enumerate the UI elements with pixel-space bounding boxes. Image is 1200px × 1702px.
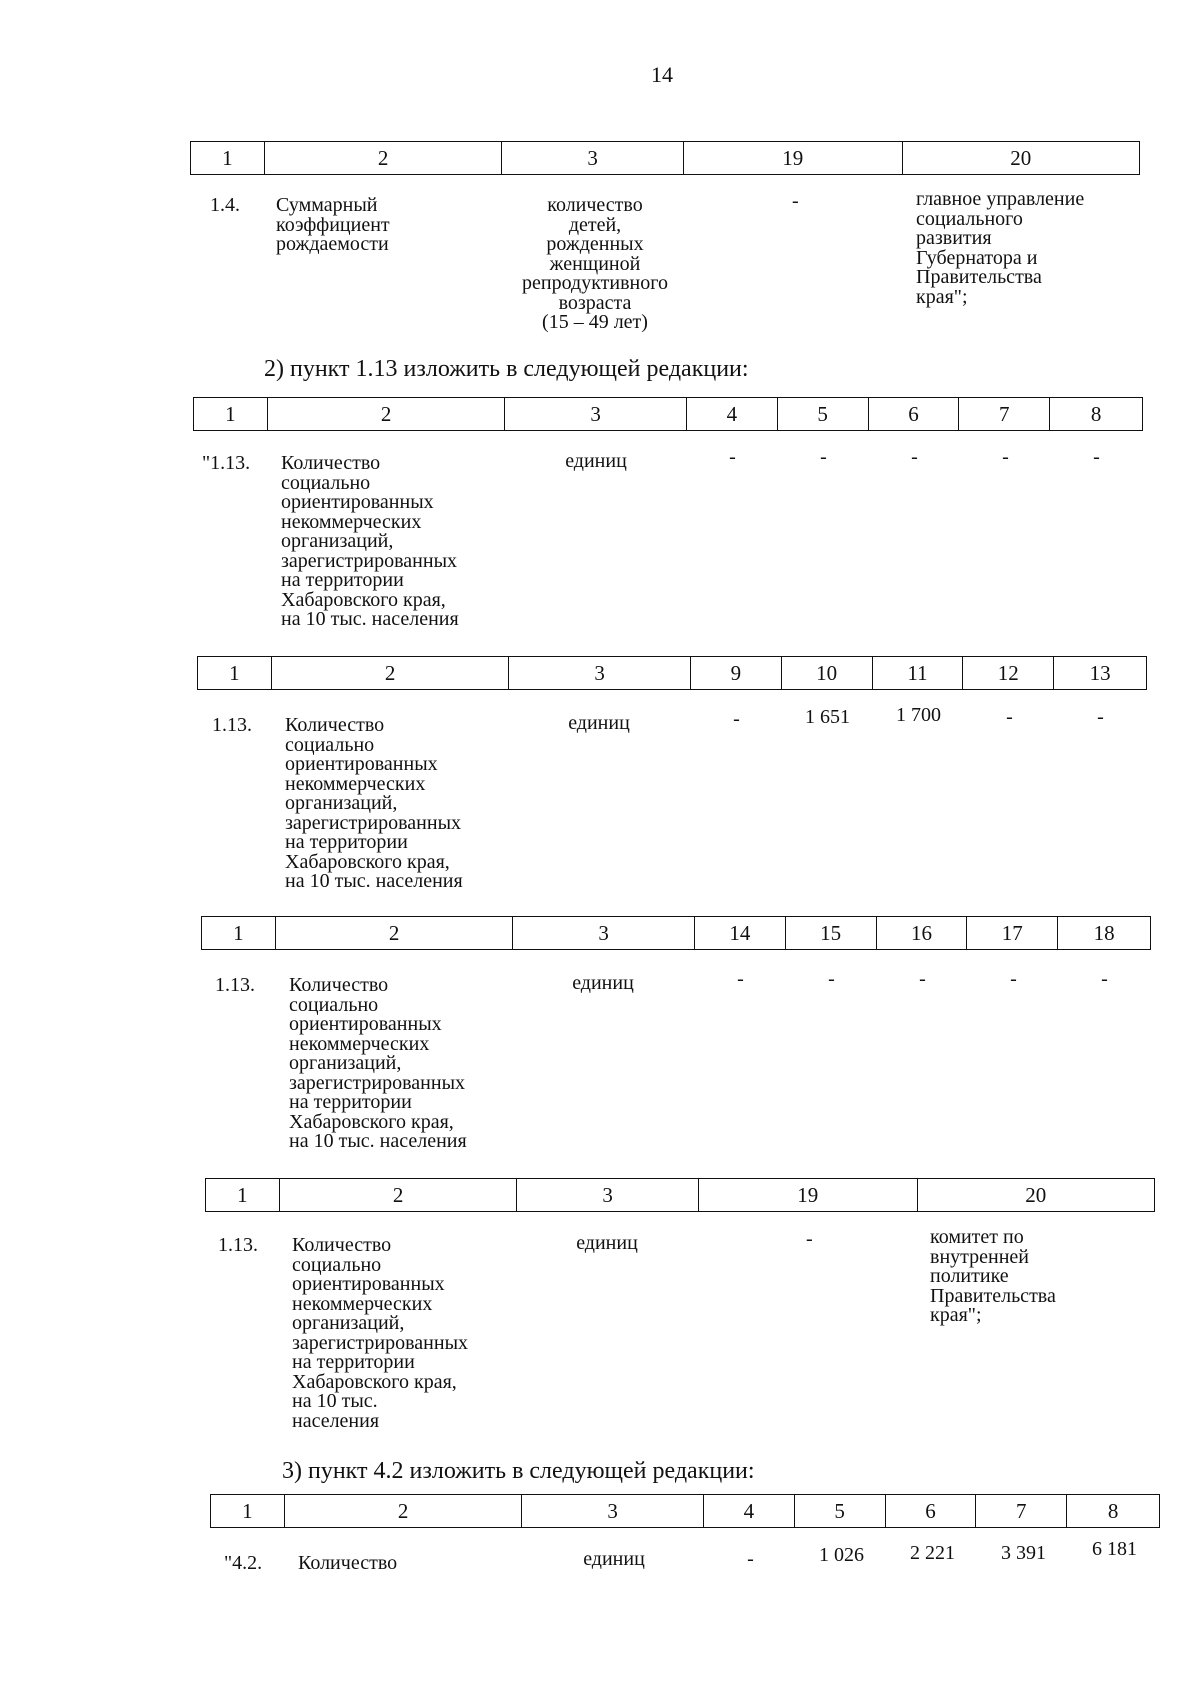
header-cell: 5: [795, 1495, 886, 1527]
header-cell: 3: [509, 657, 691, 689]
value-cell: -: [911, 446, 918, 468]
responsible-body: комитет по внутренней политике Правительства края";: [930, 1226, 1056, 1326]
value-cell: -: [792, 190, 799, 212]
header-cell: 7: [976, 1495, 1067, 1527]
value-cell: -: [729, 446, 736, 468]
value-cell: -: [737, 968, 744, 990]
header-cell: 8: [1107, 1498, 1119, 1523]
header-cell: 20: [1010, 145, 1032, 170]
header-cell: 3: [505, 398, 687, 430]
header-cell: 6: [869, 398, 960, 430]
value-cell: 6 181: [1092, 1538, 1137, 1560]
header-cell: 18: [1093, 920, 1115, 945]
header-cell: 3: [513, 917, 695, 949]
value-cell: -: [820, 446, 827, 468]
value-cell: 1 651: [805, 706, 850, 728]
unit-of-measure: единиц: [576, 1232, 638, 1254]
value-cell: -: [919, 968, 926, 990]
header-cell: 7: [959, 398, 1050, 430]
amendment-note: 2) пункт 1.13 изложить в следующей редакции:: [264, 356, 749, 382]
header-cell: 2: [268, 398, 506, 430]
table-header: [210, 1494, 1160, 1528]
value-cell: -: [1097, 706, 1104, 728]
indicator-name: Количество социально ориентированных некоммерческих организаций, зарегистрированных на территории Хабаровского края, на 10 тыс. населения: [289, 974, 467, 1152]
unit-of-measure: единиц: [583, 1548, 645, 1570]
row-number: 1.13.: [215, 974, 255, 996]
indicator-name: Количество социально ориентированных некоммерческих организаций, зарегистрированных на территории Хабаровского края, на 10 тыс. населения: [281, 452, 459, 630]
unit-of-measure: единиц: [568, 712, 630, 734]
header-cell: 6: [886, 1495, 977, 1527]
header-cell: 17: [967, 917, 1058, 949]
unit-of-measure: единиц: [572, 972, 634, 994]
header-cell: 3: [502, 142, 684, 174]
header-cell: 2: [276, 917, 514, 949]
row-number: "4.2.: [224, 1552, 263, 1574]
header-cell: 11: [873, 657, 964, 689]
value-cell: -: [806, 1228, 813, 1250]
header-cell: 16: [877, 917, 968, 949]
row-number: 1.13.: [218, 1234, 258, 1256]
indicator-name: Количество социально ориентированных некоммерческих организаций, зарегистрированных на территории Хабаровского края, на 10 тыс. населения: [285, 714, 463, 892]
header-cell: 2: [265, 142, 503, 174]
value-cell: 2 221: [910, 1542, 955, 1564]
header-cell: 1: [202, 917, 276, 949]
header-cell: 10: [782, 657, 873, 689]
row-number: 1.4.: [210, 194, 240, 216]
value-cell: -: [733, 708, 740, 730]
header-cell: 3: [517, 1179, 699, 1211]
header-cell: 3: [522, 1495, 704, 1527]
unit-of-measure: количество детей, рожденных женщиной репродуктивного возраста (15 – 49 лет): [522, 194, 668, 333]
header-cell: 1: [198, 657, 272, 689]
value-cell: -: [828, 968, 835, 990]
page-number: 14: [651, 62, 673, 87]
header-cell: 13: [1089, 660, 1111, 685]
header-cell: 9: [691, 657, 782, 689]
unit-of-measure: единиц: [565, 450, 627, 472]
indicator-name: Суммарный коэффициент рождаемости: [276, 194, 390, 255]
value-cell: 3 391: [1001, 1542, 1046, 1564]
responsible-body: главное управление социального развития Губернатора и Правительства края";: [916, 188, 1085, 308]
value-cell: -: [747, 1548, 754, 1570]
header-cell: 1: [211, 1495, 285, 1527]
value-cell: -: [1002, 446, 1009, 468]
header-cell: 5: [778, 398, 869, 430]
header-cell: 2: [280, 1179, 518, 1211]
header-cell: 19: [699, 1179, 918, 1211]
header-cell: 2: [285, 1495, 523, 1527]
value-cell: -: [1093, 446, 1100, 468]
header-cell: 15: [786, 917, 877, 949]
header-cell: 2: [272, 657, 510, 689]
header-cell: 1: [194, 398, 268, 430]
row-number: 1.13.: [212, 714, 252, 736]
header-cell: 4: [704, 1495, 795, 1527]
header-cell: 19: [684, 142, 903, 174]
value-cell: -: [1101, 968, 1108, 990]
indicator-name: Количество социально ориентированных некоммерческих организаций, зарегистрированных на территории Хабаровского края, на 10 тыс. населения: [292, 1234, 469, 1432]
header-cell: 4: [687, 398, 778, 430]
value-cell: -: [1010, 968, 1017, 990]
row-number: "1.13.: [202, 452, 251, 474]
header-cell: 1: [191, 142, 265, 174]
value-cell: 1 026: [819, 1544, 864, 1566]
header-cell: 1: [206, 1179, 280, 1211]
header-cell: 12: [963, 657, 1054, 689]
indicator-name: Количество: [298, 1552, 398, 1574]
table-header: [205, 1178, 1155, 1212]
value-cell: -: [1006, 706, 1013, 728]
table-header: [197, 656, 1147, 690]
header-cell: 8: [1090, 401, 1102, 426]
value-cell: 1 700: [896, 704, 941, 726]
table-header: [190, 141, 1140, 175]
amendment-note: 3) пункт 4.2 изложить в следующей редакции:: [282, 1458, 755, 1484]
table-header: [201, 916, 1151, 950]
header-cell: 20: [1025, 1182, 1047, 1207]
header-cell: 14: [695, 917, 786, 949]
table-header: [193, 397, 1143, 431]
